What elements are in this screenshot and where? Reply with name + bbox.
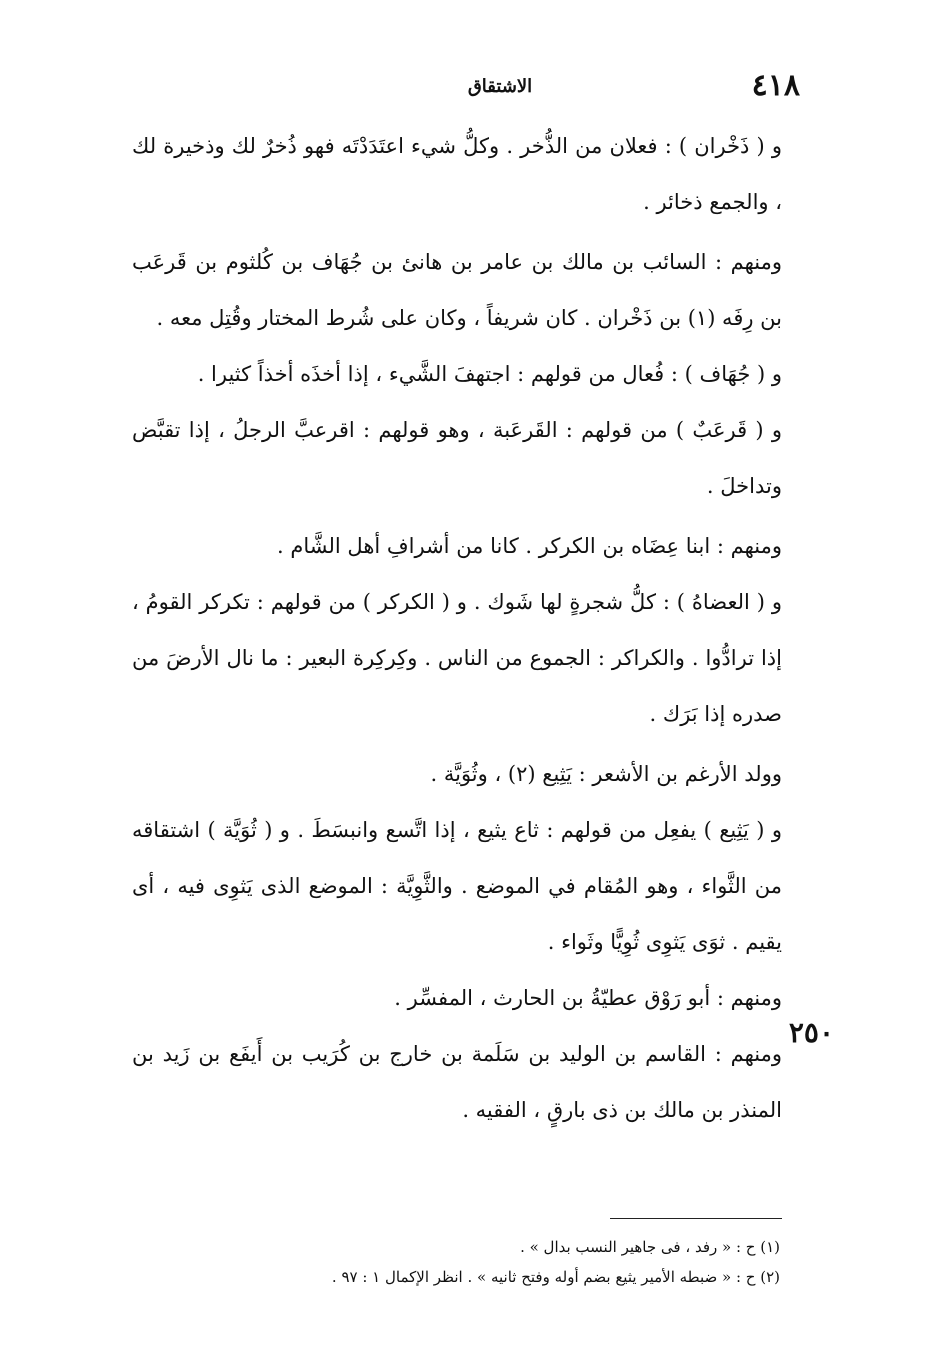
footnote: (٢) ح : « ضبطه الأمير يثيع بضم أوله وفتح ثانيه » . انظر الإكمال ١ : ٩٧ . <box>331 1268 780 1286</box>
paragraph: و ( ذَخْران ) : فعلان من الذُّخر . وكلُّ شيء اعتَدَدْتَه فهو ذُخرٌ لك وذخيرة لك ، والجمع ذخائر . <box>132 134 782 214</box>
paragraph: ومنهم : القاسم بن الوليد بن سَلَمة بن خارج بن كُرَيب بن أَيفَع بن زَيد بن المنذر بن مالك بن ذى بارقٍ ، الفقيه . <box>132 1042 782 1122</box>
paragraph: ومنهم : أبو رَوْق عطيّةُ بن الحارث ، المفسِّر . <box>394 986 782 1010</box>
footnote-divider <box>610 1218 782 1219</box>
page-number: ٤١٨ <box>751 68 800 103</box>
paragraph: وولد الأرغم بن الأشعر : يَثِيع (٢) ، وثُوَيَّة . <box>430 762 782 786</box>
page-header <box>130 68 800 108</box>
paragraph: ومنهم : السائب بن مالك بن عامر بن هانئ بن جُهَاف بن كُلثوم بن قَرعَب بن رِفَه (١) بن ذَخْران . كان شريفاً ، وكان على شُرط المختار وقُتِل معه . <box>132 250 782 330</box>
paragraph: و ( جُهَاف ) : فُعال من قولهم : اجتهفَ الشَّيء ، إذا أخذَه أخذاً كثيرا . <box>197 362 782 386</box>
paragraph: و ( العضاهُ ) : كلُّ شجرةٍ لها شَوك . و ( الكركر ) من قولهم : تكركر القومُ ، إذا ترادُّوا . والكراكر : الجموع من الناس . وكِركِرة البعير : ما نال الأرضَ من صدره إذا بَرَك . <box>132 590 782 726</box>
margin-entry-number: ٢٥٠ <box>788 1016 834 1049</box>
footnote: (١) ح : « رفد ، فى جاهير النسب بدال » . <box>520 1238 780 1256</box>
main-text <box>132 118 782 1138</box>
paragraph: و ( يَثِيع ) يفعِل من قولهم : ثاع يثيع ، إذا اتَّسع وانبسَطَ . و ( ثُوَيَّة ) اشتقاقه من الثَّواء ، وهو المُقام في الموضع . والثَّوِيَّة : الموضع الذى يَثوِى فيه ، أى يقيم . ثوَى يَثوِى ثُوِيًّا وثَواء . <box>132 818 782 954</box>
paragraph: و ( قَرعَبٌ ) من قولهم : القَرعَبة ، وهو قولهم : اقرعبَّ الرجلُ ، إذا تقبَّض وتداخلَ . <box>132 418 782 498</box>
footnotes <box>180 1232 780 1292</box>
running-title: الاشتقاق <box>467 76 533 97</box>
paragraph: ومنهم : ابنا عِضَاه بن الكركر . كانا من أشرافِ أهل الشَّام . <box>277 534 782 558</box>
